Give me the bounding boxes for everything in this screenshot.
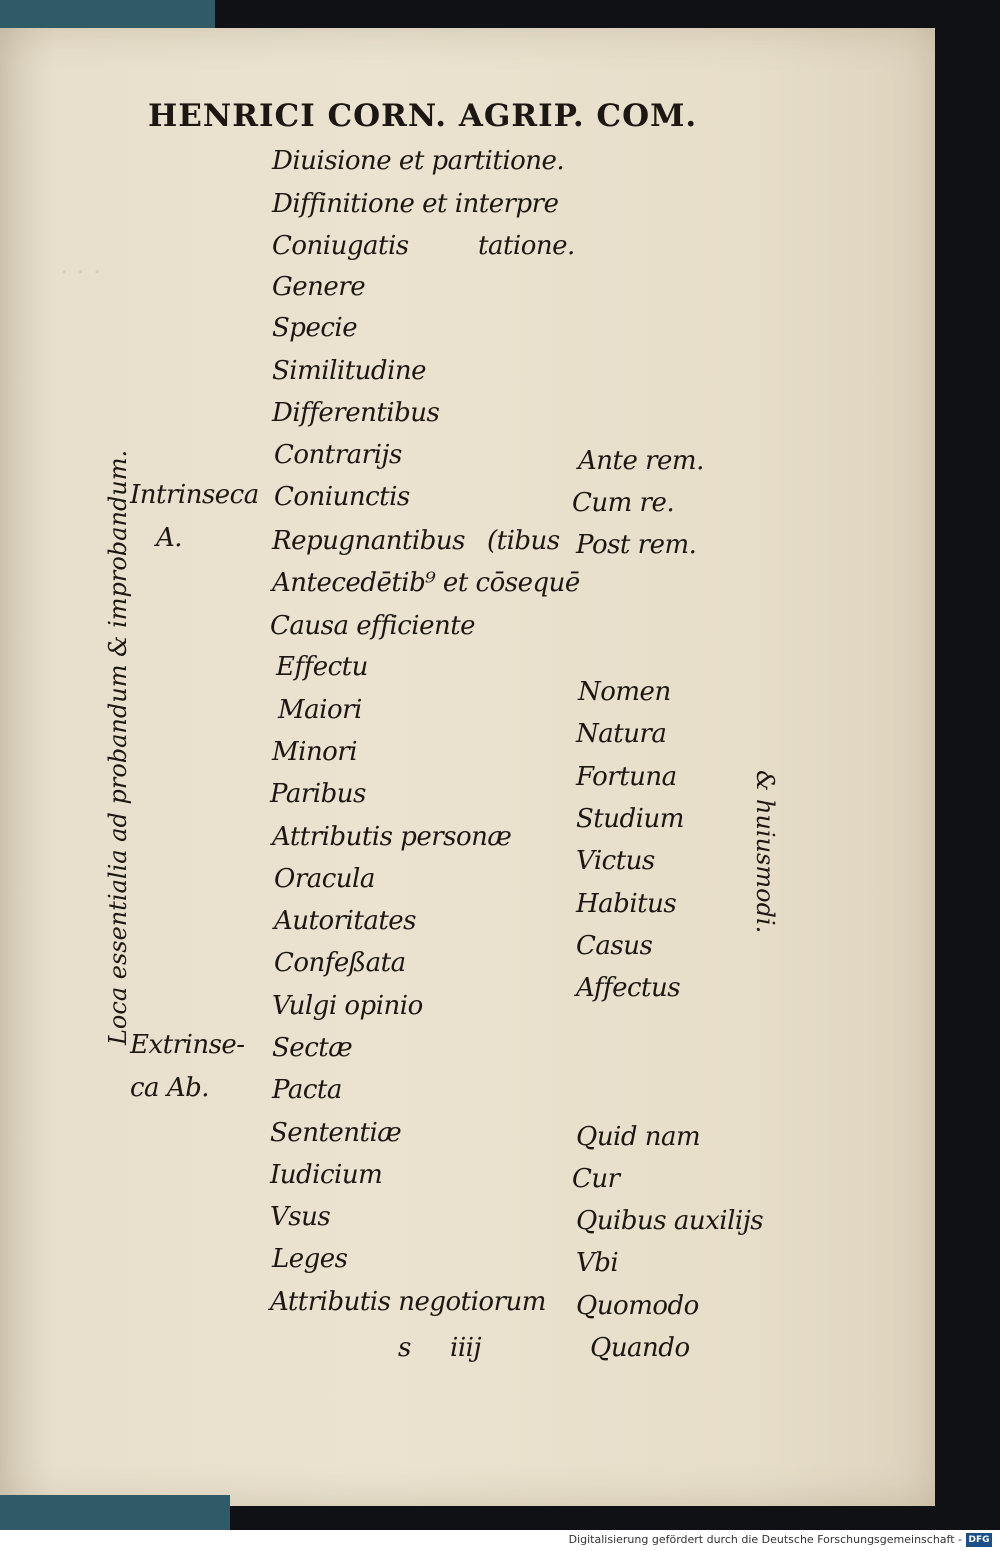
list-item: Similitudine <box>272 356 427 386</box>
list-item: Differentibus <box>272 398 440 428</box>
binding-bottom <box>0 1495 230 1530</box>
side-label-right: & huiusmodi. <box>751 770 779 934</box>
running-header: HENRICI CORN. AGRIP. COM. <box>148 98 698 134</box>
list-item: Attributis negotiorum <box>270 1287 546 1317</box>
list-item: Attributis personæ <box>272 822 512 852</box>
list-item: Casus <box>576 931 653 961</box>
list-item: Victus <box>576 846 655 876</box>
list-item: Quando <box>590 1333 690 1363</box>
list-item: Antecedētib⁹ et cōsequē <box>272 568 580 598</box>
list-item: Cur <box>572 1164 620 1194</box>
list-item: Iudicium <box>270 1160 383 1190</box>
continuation-tibus: (tibus <box>487 526 560 556</box>
list-item: Cum re. <box>572 488 675 518</box>
list-item: Vulgi opinio <box>272 991 423 1021</box>
list-item: Oracula <box>274 864 375 894</box>
dfg-logo: DFG <box>966 1533 992 1547</box>
list-item: Repugnantibus <box>272 526 465 556</box>
list-item: Pacta <box>272 1075 342 1105</box>
list-item: Nomen <box>578 677 671 707</box>
list-item: Leges <box>272 1244 348 1274</box>
list-item: Sententiæ <box>270 1118 402 1148</box>
list-item: Genere <box>272 272 366 302</box>
group-label-intrinseca-suffix: A. <box>156 523 183 553</box>
bleed-through: · · · <box>60 258 102 288</box>
book-page <box>0 28 935 1506</box>
list-item: Studium <box>576 804 684 834</box>
list-item: Effectu <box>276 652 368 682</box>
group-label-extrinseca-suffix: ca Ab. <box>130 1073 210 1103</box>
list-item: Ante rem. <box>578 446 704 476</box>
list-item: Affectus <box>576 973 681 1003</box>
list-item: Natura <box>576 719 667 749</box>
group-label-extrinseca: Extrinse- <box>130 1030 245 1060</box>
list-item: Diffinitione et interpre <box>272 189 559 219</box>
list-item: Autoritates <box>274 906 416 936</box>
list-item: Minori <box>272 737 358 767</box>
list-item: Post rem. <box>576 530 697 560</box>
signature-mark-letter: s <box>398 1333 411 1363</box>
list-item: Specie <box>272 313 358 343</box>
list-item: Coniunctis <box>274 482 410 512</box>
list-item: Vbi <box>576 1248 619 1278</box>
list-item: Habitus <box>576 889 677 919</box>
list-item: Fortuna <box>576 762 677 792</box>
list-item: Paribus <box>270 779 366 809</box>
list-item: Vsus <box>270 1202 331 1232</box>
list-item: Contrarijs <box>274 440 402 470</box>
list-item: Quomodo <box>576 1291 699 1321</box>
list-item: Maiori <box>278 695 362 725</box>
list-item: Coniugatis <box>272 231 409 261</box>
footer-bar <box>0 1530 1000 1551</box>
list-item: Confeßata <box>274 948 406 978</box>
continuation-tatione: tatione. <box>478 231 575 261</box>
list-item: Causa efficiente <box>270 611 476 641</box>
group-label-intrinseca: Intrinseca <box>130 480 259 510</box>
list-item: Quid nam <box>576 1122 701 1152</box>
side-label-left: Loca essentialia ad probandum & improbandum. <box>104 449 132 1045</box>
list-item: Diuisione et partitione. <box>272 146 565 176</box>
list-item: Sectæ <box>272 1033 353 1063</box>
signature-mark-number: iiij <box>450 1333 482 1363</box>
list-item: Quibus auxilijs <box>576 1206 764 1236</box>
footer-credit: Digitalisierung gefördert durch die Deutsche Forschungsgemeinschaft - <box>568 1533 962 1546</box>
